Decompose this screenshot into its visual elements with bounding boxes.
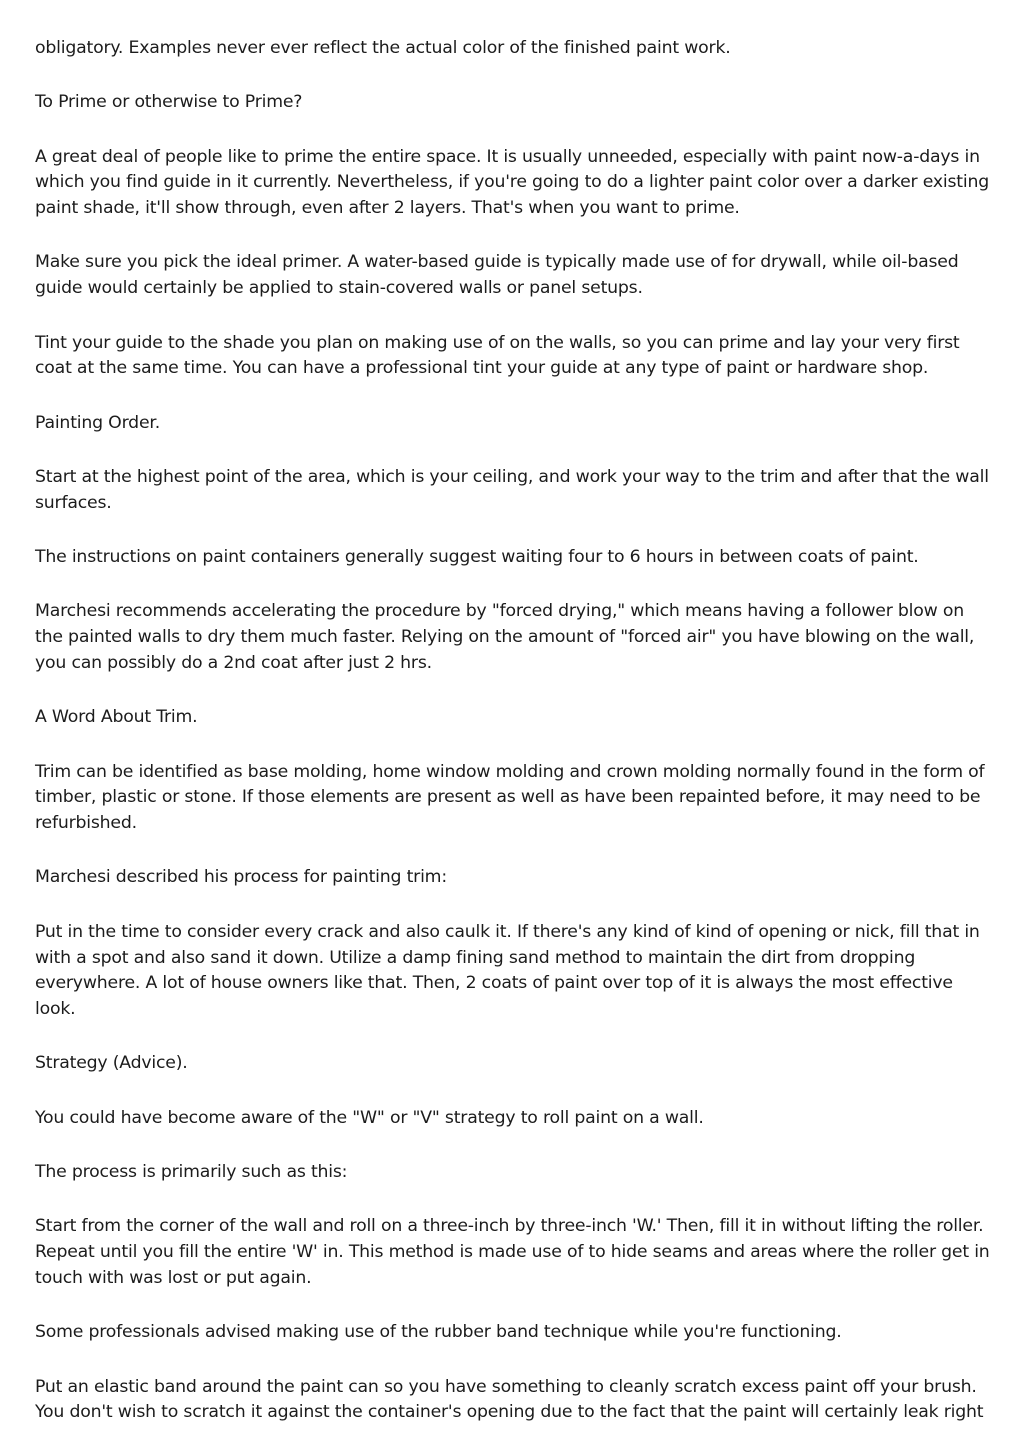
- paragraph: Tint your guide to the shade you plan on making use of on the walls, so you can prime and lay your very first coat at the same time. You can have a professional tint your guide at any type of paint or hardware shop.: [35, 332, 960, 379]
- paragraph: Trim can be identified as base molding, home window molding and crown molding normally found in the form of timber, plastic or stone. If those elements are present as well as have been repainted before, it may need to be refurbished.: [35, 761, 985, 834]
- paragraph: The instructions on paint containers generally suggest waiting four to 6 hours in between coats of paint.: [35, 547, 919, 568]
- paragraph: Marchesi recommends accelerating the procedure by "forced drying," which means having a follower blow on the painted walls to dry them much faster. Relying on the amount of "forced air" you have blowing on the wall, you can possibly do a 2nd coat after just 2 hrs.: [35, 601, 975, 673]
- paragraph: A great deal of people like to prime the entire space. It is usually unneeded, especially with paint now-a-days in which you find guide in it currently. Nevertheless, if you're going to do a lighter paint color over a darker existing paint shade, it'll show through, even after 2 layers. That's when you want to prime.: [35, 146, 989, 219]
- paragraph: Start from the corner of the wall and roll on a three-inch by three-inch 'W.' Then, fill it in without lifting the roller. Repeat until you fill the entire 'W' in. This method is made use of to hide seams and areas where the roller get in touch with was lost or put again.: [35, 1216, 990, 1288]
- paragraph: Some professionals advised making use of the rubber band technique while you're functioning.: [35, 1322, 842, 1343]
- paragraph-continuation: obligatory. Examples never ever reflect the actual color of the finished paint work.: [35, 38, 731, 58]
- paragraph: Start at the highest point of the area, which is your ceiling, and work your way to the trim and after that the wall surfaces.: [35, 466, 989, 513]
- paragraph: Marchesi described his process for painting trim:: [35, 867, 447, 888]
- paragraph: Make sure you pick the ideal primer. A water-based guide is typically made use of for drywall, while oil-based guide would certainly be applied to stain-covered walls or panel setups.: [35, 252, 959, 299]
- paragraph: Put in the time to consider every crack and also caulk it. If there's any kind of kind of opening or nick, fill that in with a spot and also sand it down. Utilize a damp fining sand method to maintain the dirt from dropping everywhere. A lot of house owners like that. Then, 2 coats of paint over top of it is always the most effective look.: [35, 921, 980, 1020]
- section-heading-painting-order: Painting Order.: [35, 412, 160, 433]
- section-heading-prime: To Prime or otherwise to Prime?: [35, 92, 303, 113]
- paragraph: The process is primarily such as this:: [35, 1162, 348, 1183]
- paragraph: You could have become aware of the "W" or "V" strategy to roll paint on a wall.: [35, 1107, 704, 1128]
- section-heading-strategy: Strategy (Advice).: [35, 1053, 188, 1074]
- paragraph-truncated: Put an elastic band around the paint can so you have something to cleanly scratch excess paint off your brush. You don't wish to scratch it against the container's opening due to the fact that the paint will certainly leak right: [35, 1376, 984, 1423]
- section-heading-trim: A Word About Trim.: [35, 707, 198, 728]
